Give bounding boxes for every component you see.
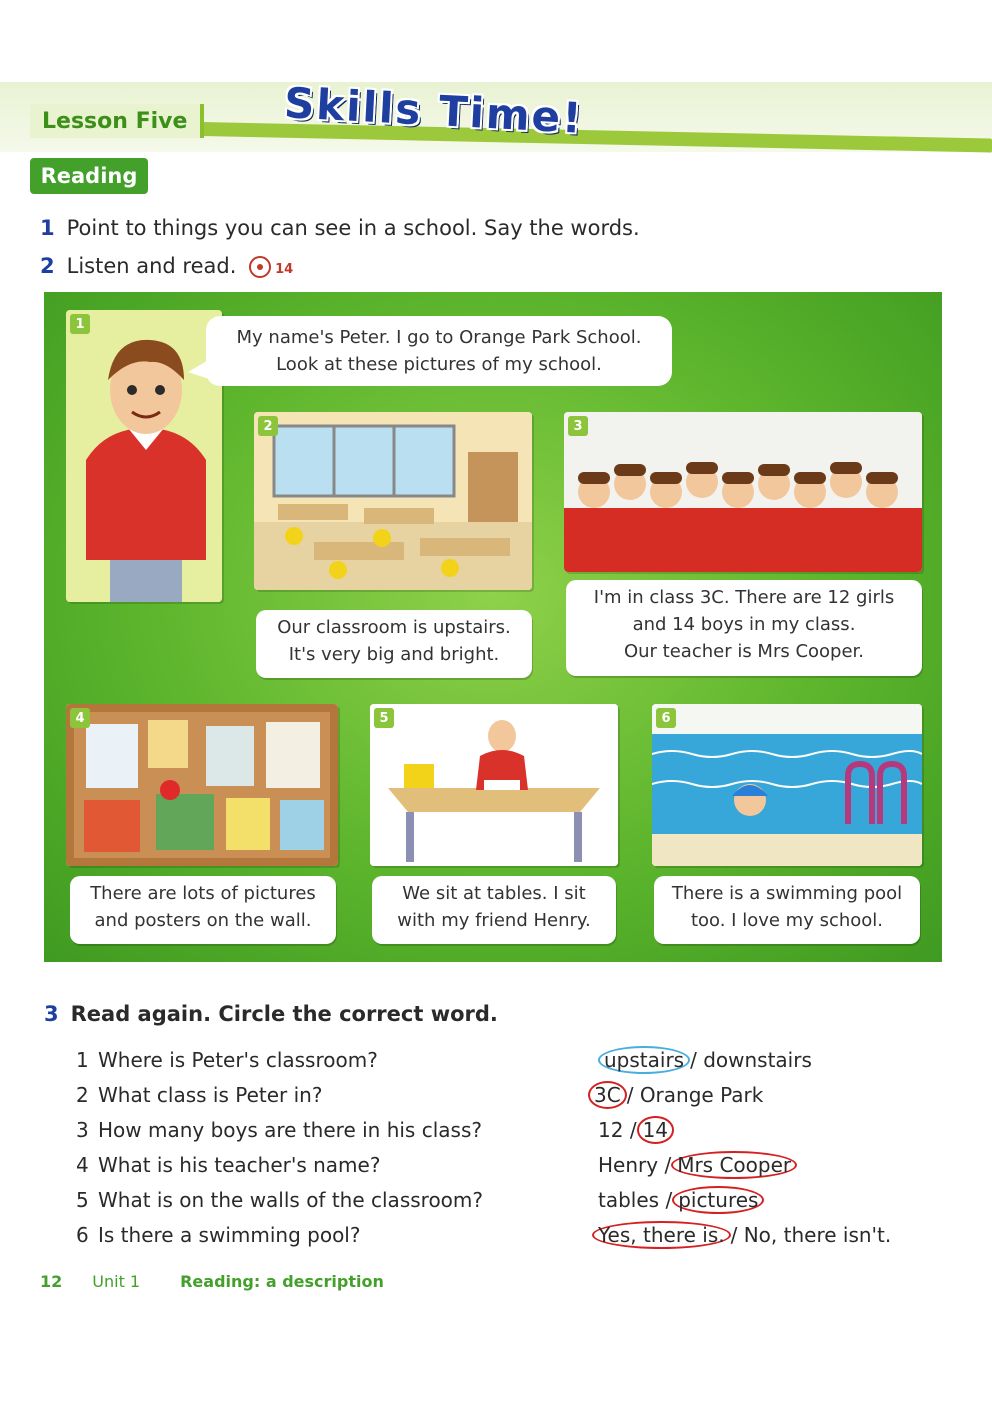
noticeboard-illustration [66,704,338,866]
answer-separator: / [690,1048,697,1072]
panel-3 [564,412,922,572]
track-number: 14 [275,262,294,277]
question-3 [76,1118,482,1142]
answer-separator: / [730,1223,738,1247]
task-3-heading [44,1002,498,1026]
caption-6 [654,876,920,944]
speech-bubble [206,316,672,386]
answer-option-circled[interactable]: Mrs Cooper [671,1151,797,1179]
caption-line: There are lots of pictures [90,883,316,904]
answer-option[interactable]: tables [598,1188,660,1212]
question-number: 3 [76,1118,89,1142]
caption-4 [70,876,336,944]
caption-line: Our classroom is upstairs. [277,617,511,638]
answer-option[interactable]: No, there isn't. [743,1223,892,1247]
caption-line: We sit at tables. I sit [402,883,586,904]
instruction-text: Point to things you can see in a school. Say the words. [66,216,640,240]
class-group-illustration [564,412,922,572]
caption-line: It's very big and bright. [288,644,500,665]
panel-1 [66,310,222,602]
answer-4 [598,1153,797,1177]
answer-option[interactable]: 12 [598,1118,624,1142]
caption-line: too. I love my school. [690,910,884,931]
answer-option-circled[interactable]: 14 [637,1116,674,1144]
question-text: What is his teacher's name? [98,1153,381,1177]
question-number: 6 [76,1223,89,1247]
answer-1 [598,1048,812,1072]
caption-line: with my friend Henry. [397,910,591,931]
answer-2 [588,1083,763,1107]
story-scene [44,292,942,962]
question-1 [76,1048,378,1072]
question-4 [76,1153,380,1177]
question-number: 4 [76,1153,89,1177]
answer-option-circled[interactable]: 3C [588,1081,627,1109]
answer-option[interactable]: downstairs [703,1048,812,1072]
lesson-label: Lesson Five [30,104,204,138]
caption-3 [566,580,922,676]
answer-option-circled[interactable]: upstairs [598,1046,690,1074]
question-6 [76,1223,360,1247]
question-text: What is on the walls of the classroom? [98,1188,484,1212]
audio-cd-icon[interactable] [249,256,271,278]
answer-6 [592,1223,891,1247]
textbook-page [0,78,992,1320]
answer-separator: / [665,1188,673,1212]
question-text: Is there a swimming pool? [98,1223,361,1247]
speech-line: My name's Peter. I go to Orange Park School. [236,327,642,348]
caption-line: and posters on the wall. [94,910,312,931]
question-2 [76,1083,322,1107]
panel-6 [652,704,922,866]
answer-option[interactable]: Henry [598,1153,659,1177]
answer-separator: / [664,1153,672,1177]
answer-separator: / [629,1118,637,1142]
answer-option-circled[interactable]: pictures [672,1186,764,1214]
answer-option-circled[interactable]: Yes, there is. [592,1221,731,1249]
caption-line: Our teacher is Mrs Cooper. [623,641,865,662]
panel-5 [370,704,618,866]
instruction-2 [40,254,293,278]
question-number: 5 [76,1188,89,1212]
question-text: How many boys are there in his class? [98,1118,482,1142]
pool-illustration [652,704,922,866]
panel-number: 4 [70,708,90,728]
question-text: Where is Peter's classroom? [98,1048,378,1072]
boy-illustration [66,310,222,602]
question-number: 2 [76,1083,89,1107]
classroom-illustration [254,412,532,590]
instruction-number: 1 [40,216,55,240]
panel-number: 5 [374,708,394,728]
instruction-1 [40,216,640,240]
answer-3 [598,1118,674,1142]
table-illustration [370,704,618,866]
panel-number: 6 [656,708,676,728]
panel-number: 3 [568,416,588,436]
answer-option[interactable]: Orange Park [639,1083,764,1107]
question-number: 1 [76,1048,89,1072]
section-tab: Reading [30,158,148,194]
footer-topic: Reading: a description [180,1272,384,1291]
panel-4 [66,704,338,866]
speech-line: Look at these pictures of my school. [276,354,602,375]
task-instruction: Read again. Circle the correct word. [70,1002,498,1026]
caption-line: There is a swimming pool [671,883,903,904]
page-footer [40,1272,384,1291]
caption-5 [372,876,616,944]
question-5 [76,1188,483,1212]
answer-separator: / [626,1083,634,1107]
panel-number: 1 [70,314,90,334]
panel-2 [254,412,532,590]
answer-5 [598,1188,764,1212]
task-number: 3 [44,1002,59,1026]
page-title: Skills Time! [282,78,585,143]
caption-2 [256,610,532,678]
panel-number: 2 [258,416,278,436]
unit-label: Unit 1 [92,1272,141,1291]
caption-line: and 14 boys in my class. [632,614,856,635]
question-text: What class is Peter in? [98,1083,323,1107]
instruction-text: Listen and read. [66,254,237,278]
instruction-number: 2 [40,254,55,278]
caption-line: I'm in class 3C. There are 12 girls [593,587,895,608]
page-number: 12 [40,1272,63,1291]
